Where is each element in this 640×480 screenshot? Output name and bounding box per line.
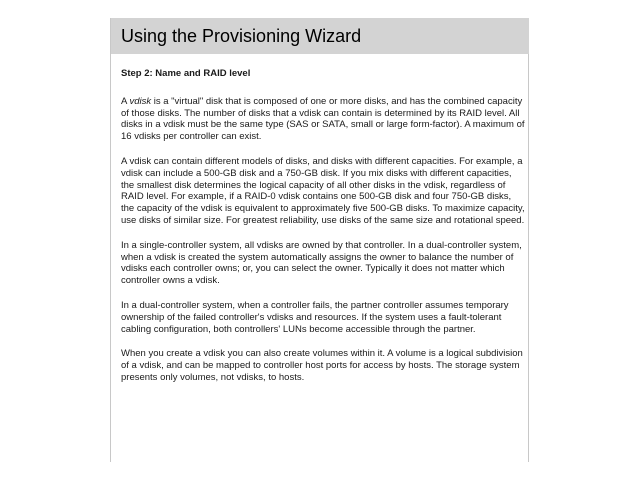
paragraph-vdisk-definition — [121, 96, 526, 143]
paragraph-controller-failover: In a dual-controller system, when a controller fails, the partner controller assumes temporary ownership of the failed controller's vdisks and resources. If the system uses a fault-tolerant cabling configuration, both controllers' LUNs become accessible through the partner. — [121, 299, 509, 335]
paragraph-volumes: When you create a vdisk you can also create volumes within it. A volume is a logical subdivision of a vdisk, and can be mapped to controller host ports for access by hosts. The storage system presents only volumes, not vdisks, to hosts. — [121, 348, 523, 383]
paragraph-controller-ownership: In a single-controller system, all vdisks are owned by that controller. In a dual-controller system, when a vdisk is created the system automatically assigns the owner to balance the number of vdisks each controller owns; or, you can select the owner. Typically it does not matter which controller owns a vdisk. — [121, 239, 522, 287]
step-heading: Step 2: Name and RAID level — [121, 68, 251, 79]
page-content — [121, 68, 526, 397]
vdisk-term: vdisk — [129, 95, 152, 107]
title-bar — [111, 18, 529, 54]
paragraph-disk-capacities: A vdisk can contain different models of disks, and disks with different capacities. For example, a vdisk can include a 500-GB disk and a 750-GB disk. If you mix disks with different capacities, the smallest disk determines the logical capacity of all other disks in the vdisk, regardless of RAID level. For example, if a RAID-0 vdisk contains one 500-GB disk and four 750-GB disks, the capacity of the vdisk is equivalent to approximately five 500-GB disks. To maximize capacity, use disks of similar size. For greatest reliability, use disks of the same size and rotational speed. — [121, 155, 525, 226]
paragraph-text: is a "virtual" disk that is composed of one or more disks, and has the combined capacity of those disks. The number of disks that a vdisk can contain is determined by its RAID level. All disks in a vdisk must be the same type (SAS or SATA, small or large form-factor). A maximum of 16 vdisks per controller can exist. — [121, 95, 525, 143]
document-page — [110, 18, 529, 462]
page-title: Using the Provisioning Wizard — [121, 26, 362, 46]
paragraph-text: A — [121, 95, 130, 107]
